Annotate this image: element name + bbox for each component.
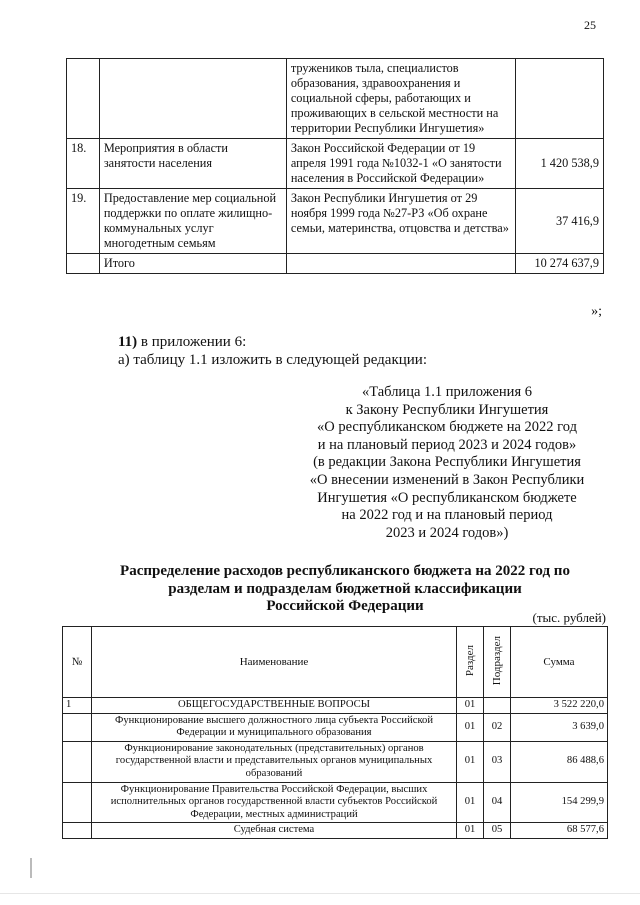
col-header-section: Раздел bbox=[457, 627, 484, 698]
measure-name bbox=[99, 59, 286, 139]
caption-line: к Закону Республики Ингушетия bbox=[345, 401, 549, 418]
row-subsection: 04 bbox=[484, 782, 511, 823]
amount: 1 420 538,9 bbox=[516, 139, 604, 189]
amount bbox=[516, 59, 604, 139]
measure-name: Предоставление мер социальной поддержки по оплате жилищно-коммунальных услуг многодетным семьям bbox=[99, 189, 286, 254]
expenditure-table bbox=[62, 626, 608, 839]
row-amount: 154 299,9 bbox=[511, 782, 608, 823]
legal-basis: тружеников тыла, специалистов образования, здравоохранения и социальной сферы, работающих и проживающих в сельской местности на территории Республики Ингушетия» bbox=[286, 59, 515, 139]
amendment-item-11 bbox=[118, 334, 246, 351]
row-section: 01 bbox=[457, 741, 484, 782]
legal-basis: Закон Республики Ингушетия от 29 ноября 1999 года №27-РЗ «Об охране семьи, материнства, отцовства и детства» bbox=[286, 189, 515, 254]
document-title bbox=[90, 563, 600, 616]
row-section: 01 bbox=[457, 713, 484, 741]
row-amount: 3 522 220,0 bbox=[511, 698, 608, 714]
title-line: разделам и подразделам бюджетной классификации bbox=[168, 580, 522, 597]
legal-basis: Закон Российской Федерации от 19 апреля 1991 года №1032-1 «О занятости населения в Российской Федерации» bbox=[286, 139, 515, 189]
row-amount: 68 577,6 bbox=[511, 823, 608, 839]
row-number bbox=[63, 782, 92, 823]
col-header-num: № bbox=[63, 627, 92, 698]
total-amount: 10 274 637,9 bbox=[516, 254, 604, 274]
scan-artifact bbox=[0, 893, 640, 894]
row-name: Судебная система bbox=[92, 823, 457, 839]
total-row bbox=[67, 254, 604, 274]
row-number bbox=[63, 713, 92, 741]
units-label: (тыс. рублей) bbox=[532, 610, 606, 625]
page-number: 25 bbox=[584, 18, 596, 32]
row-section: 01 bbox=[457, 782, 484, 823]
row-name: Функционирование высшего должностного лица субъекта Российской Федерации и муниципального образования bbox=[92, 713, 457, 741]
row-number bbox=[63, 823, 92, 839]
table-row bbox=[67, 189, 604, 254]
caption-line: и на плановый период 2023 и 2024 годов» bbox=[317, 436, 577, 453]
row-subsection: 05 bbox=[484, 823, 511, 839]
row-section: 01 bbox=[457, 823, 484, 839]
item-number: 11) bbox=[118, 334, 138, 350]
caption-line: «О внесении изменений в Закон Республики bbox=[309, 471, 585, 488]
row-section: 01 bbox=[457, 698, 484, 714]
table-row bbox=[63, 823, 608, 839]
total-label: Итого bbox=[99, 254, 286, 274]
row-number: 19. bbox=[67, 189, 100, 254]
row-amount: 3 639,0 bbox=[511, 713, 608, 741]
row-number bbox=[67, 59, 100, 139]
row-number: 18. bbox=[67, 139, 100, 189]
caption-line: «Таблица 1.1 приложения 6 bbox=[362, 384, 532, 400]
table-row bbox=[67, 139, 604, 189]
row-name: Функционирование законодательных (представительных) органов государственной власти и представительных органов муниципальных образований bbox=[92, 741, 457, 782]
header-row bbox=[63, 627, 608, 698]
col-header-name: Наименование bbox=[92, 627, 457, 698]
table-row bbox=[63, 741, 608, 782]
row-number bbox=[63, 741, 92, 782]
table-row bbox=[63, 713, 608, 741]
caption-line: 2023 и 2024 годов») bbox=[385, 524, 509, 541]
caption-line: (в редакции Закона Республики Ингушетия bbox=[313, 454, 581, 471]
table-row bbox=[63, 698, 608, 714]
row-subsection bbox=[484, 698, 511, 714]
title-line: Распределение расходов республиканского бюджета на 2022 год по bbox=[120, 563, 570, 579]
caption-line: Ингушетия «О республиканском бюджете bbox=[317, 489, 577, 506]
amount: 37 416,9 bbox=[516, 189, 604, 254]
continued-table bbox=[66, 58, 604, 274]
row-name: Функционирование Правительства Российской Федерации, высших исполнительных органов государственной власти субъектов Российской Федерации, местных администраций bbox=[92, 782, 457, 823]
row-number: 1 bbox=[63, 698, 92, 714]
title-line: Российской Федерации bbox=[266, 598, 424, 614]
item-text: в приложении 6: bbox=[140, 334, 247, 350]
measure-name: Мероприятия в области занятости населения bbox=[99, 139, 286, 189]
col-header-subsection: Подраздел bbox=[484, 627, 511, 698]
row-subsection: 02 bbox=[484, 713, 511, 741]
scan-artifact bbox=[30, 858, 32, 878]
amendment-subitem-a: а) таблицу 1.1 изложить в следующей редакции: bbox=[118, 352, 427, 368]
col-header-amount: Сумма bbox=[511, 627, 608, 698]
row-amount: 86 488,6 bbox=[511, 741, 608, 782]
row-name: ОБЩЕГОСУДАРСТВЕННЫЕ ВОПРОСЫ bbox=[92, 698, 457, 714]
table-caption bbox=[282, 384, 612, 542]
table-row bbox=[67, 59, 604, 139]
row-subsection: 03 bbox=[484, 741, 511, 782]
caption-line: на 2022 год и на плановый период bbox=[341, 507, 553, 524]
closing-quote: »; bbox=[591, 304, 602, 319]
caption-line: «О республиканском бюджете на 2022 год bbox=[317, 419, 577, 436]
table-row bbox=[63, 782, 608, 823]
